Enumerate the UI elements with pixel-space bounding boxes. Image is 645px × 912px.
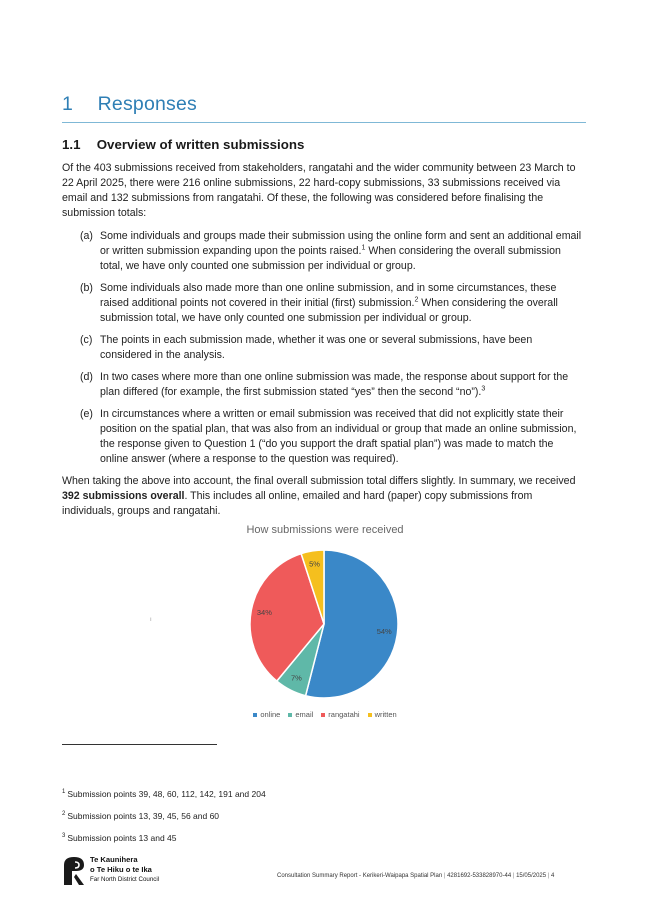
page-footer: Consultation Summary Report - Kerikeri-Waipapa Spatial Plan | 4281692-533828970-44 | 15/05/2025 | 4 [277,873,555,879]
footnote: $^2$ Submission points 13, 39, 45, 56 and 60 [62,811,220,821]
list-item-label: (b) [80,282,93,294]
footnote: $^1$ Submission points 39, 48, 60, 112, 142, 191 and 204 [62,789,266,799]
list-item [80,229,584,274]
legend-label: written [374,710,397,719]
footer-title: Consultation Summary Report - Kerikeri-Waipapa Spatial Plan [277,873,443,879]
legend-label: rangatahi [328,710,360,719]
list-item [80,281,584,326]
pie-data-label-rangatahi: 34% [256,608,272,618]
list-item-label: (c) [80,334,93,346]
list-item [80,370,584,400]
pie-data-label-written: 5% [309,559,320,569]
section-title: Responses [97,93,197,115]
legend-item-written [368,710,397,719]
legend-item-online [253,710,280,719]
submissions-pie-chart [225,520,425,730]
footer-date: 15/05/2025 [516,873,547,879]
section-number: 1 [62,93,74,115]
list-item [80,333,584,363]
footnote-ref[interactable]: 2 [414,296,419,304]
legend-label: online [260,710,281,719]
pie-svg [225,540,425,730]
council-logo-text: Te Kaunihera o Te Hiku o te Ika Far North District Council [90,855,160,883]
council-logo-mark-icon [62,855,88,887]
chart-legend [225,710,425,719]
legend-item-rangatahi [321,710,359,719]
list-item-text: In two cases where more than one online submission was made, the response about support for the plan differed (for example, the first submission stated “yes” then the second “no”).$^3$ [100,371,569,398]
list-item-label: (a) [80,230,93,242]
footnote-divider [62,744,217,745]
legend-swatch [288,713,292,717]
section-heading [62,93,586,123]
footnote: $^3$ Submission points 13 and 45 [62,833,177,843]
legend-swatch [253,713,257,717]
list-item-text: Some individuals and groups made their submission using the online form and sent an additional email or written submission expanding upon the points raised.$^1$ When considering the overall submission total, we have only counted one submission per individual or group. [100,230,582,272]
list-item-text: The points in each submission made, whether it was one or several submissions, have been considered in the analysis. [100,334,533,361]
legend-item-email [288,710,313,719]
list-item-text: In circumstances where a written or email submission was received that did not explicitly state their position on the spatial plan, that was also from an individual or group that made an online submission, the response given to Question 1 (“do you support the draft spatial plan”) was made to match the online answer (where a response to the question was required). [100,408,577,465]
subsection-number: 1.1 [62,137,81,152]
council-logo [62,855,172,889]
stray-mark: ı [150,617,152,623]
intro-paragraph: Of the 403 submissions received from stakeholders, rangatahi and the wider community between 23 March to 22 April 2025, there were 216 online submissions, 22 hard-copy submissions, 33 submissions received via email and 132 submissions from rangatahi. Of these, the following was considered before finalising the submission totals: [62,162,576,219]
subsection-heading [62,137,304,152]
legend-label: email [295,710,314,719]
footer-ref: 4281692-533828970-44 [447,873,512,879]
pie-data-label-email: 7% [291,673,302,683]
legend-swatch [321,713,325,717]
list-item-label: (e) [80,408,93,420]
footnote-ref[interactable]: 3 [481,385,486,393]
considerations-list [80,229,584,474]
page-number: 4 [551,873,555,879]
summary-paragraph: When taking the above into account, the final overall submission total differs slightly. In summary, we received 392 submissions overall. This includes all online, emailed and hard (paper) copy submissions from individuals, groups and rangatahi. [62,475,576,517]
legend-swatch [368,713,372,717]
list-item-label: (d) [80,371,93,383]
list-item-text: Some individuals also made more than one online submission, and in some circumstances, these raised additional points not covered in their initial (first) submission.$^2$ When considering the overall submission total, we have only counted one submission per individual or group. [100,282,558,324]
pie-data-label-online: 54% [376,627,392,637]
list-item [80,407,584,467]
summary-total: 392 submissions overall [62,490,185,502]
footnote-ref[interactable]: 1 [361,244,366,252]
subsection-title: Overview of written submissions [96,137,305,152]
chart-title: How submissions were received [246,524,404,536]
